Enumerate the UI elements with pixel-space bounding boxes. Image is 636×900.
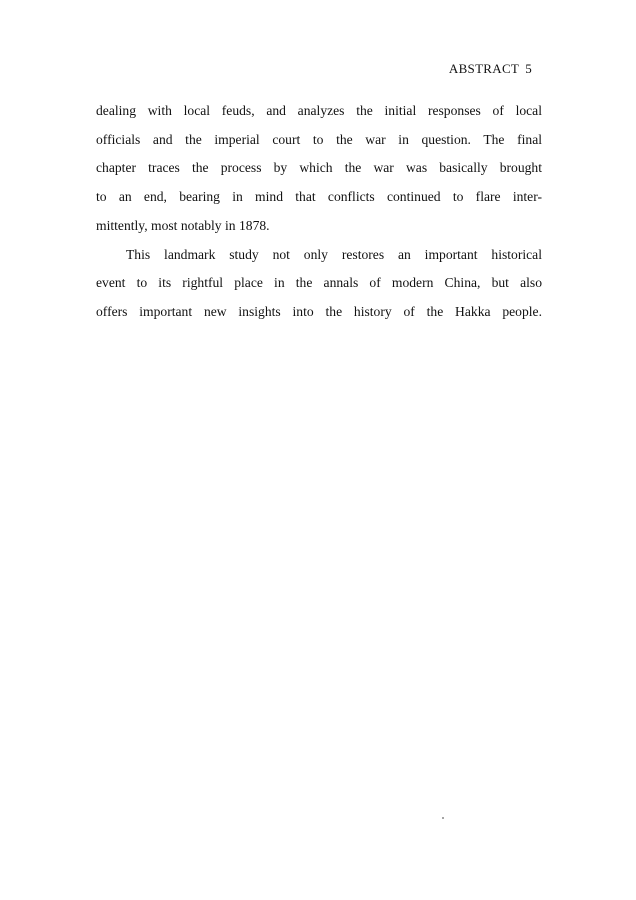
section-title: ABSTRACT [448,61,520,76]
body-text [96,97,542,327]
text-line: event to its rightful place in the annals of modern China, but also [96,275,542,291]
page-number: 5 [525,61,532,76]
text-line: chapter traces the process by which the war was basically brought [96,160,542,176]
text-line: offers important new insights into the history of the Hakka people. [96,303,542,319]
paragraph-continuation [96,97,542,241]
paragraph-conclusion [96,241,542,327]
text-line: dealing with local feuds, and analyzes the initial responses of local [96,103,542,118]
text-line: mittently, most notably in 1878. [96,217,270,233]
text-line: to an end, bearing in mind that conflicts continued to flare inter- [96,189,542,205]
text-line: officials and the imperial court to the war in question. The final [96,131,542,147]
scan-speck [442,817,444,819]
running-header [449,61,532,77]
text-line: This landmark study not only restores an important historical [126,246,542,262]
